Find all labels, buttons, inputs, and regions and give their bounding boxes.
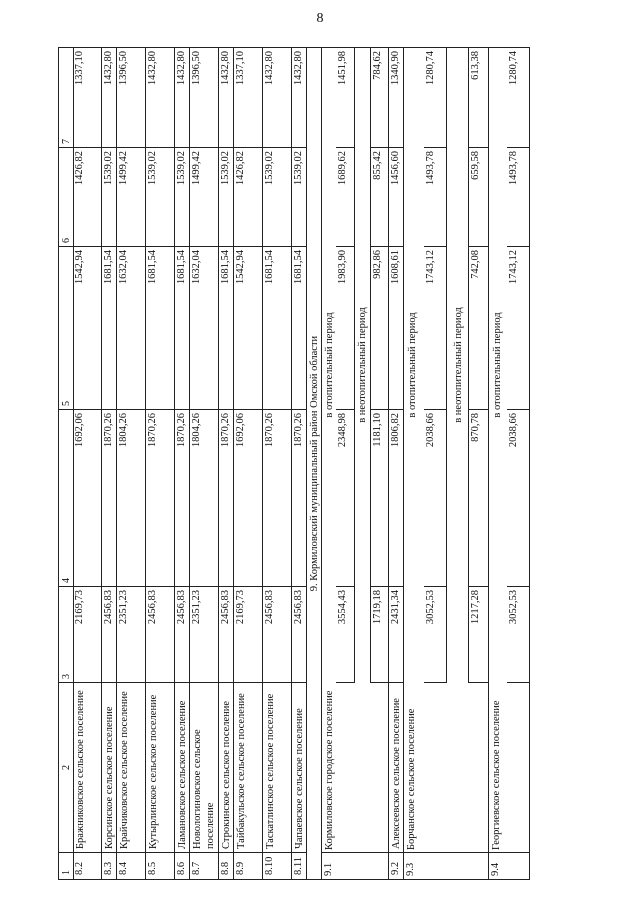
value-col-3: 2456,83 xyxy=(175,587,189,683)
row-group-9-4 xyxy=(489,47,529,880)
value-col-5: 1681,54 xyxy=(292,247,306,410)
table-row xyxy=(102,47,117,880)
value-col-7: 1432,80 xyxy=(102,47,116,148)
row-group-9-1 xyxy=(322,47,388,880)
value-col-4: 1870,26 xyxy=(292,410,306,587)
value-col-6: 1499,42 xyxy=(117,148,145,247)
table-row xyxy=(219,47,234,880)
value-col-5: 1743,12 xyxy=(424,247,446,410)
value-col-6: 1426,82 xyxy=(73,148,101,247)
header-col-7: 7 xyxy=(59,47,73,148)
value-col-6: 1539,02 xyxy=(146,148,174,247)
period-label-heating: в отопительный период xyxy=(407,312,418,418)
row-code: 9.2 xyxy=(389,853,403,880)
value-col-4: 1692,06 xyxy=(73,410,101,587)
value-col-3: 2431,34 xyxy=(389,587,403,683)
value-col-5: 1608,61 xyxy=(389,247,403,410)
period-label-nonheating: в неотопительный период xyxy=(357,307,368,423)
table-row xyxy=(336,47,354,683)
value-col-5: 1632,04 xyxy=(190,247,218,410)
value-col-7: 613,38 xyxy=(469,48,489,148)
period-label-heating: в отопительный период xyxy=(324,312,335,418)
value-col-5: 1632,04 xyxy=(117,247,145,410)
table-row xyxy=(424,47,446,683)
value-col-3: 3554,43 xyxy=(336,587,354,683)
row-code: 9.1 xyxy=(323,862,334,876)
row-name: Георгиевское сельское поселение xyxy=(491,700,502,850)
row-code: 8.11 xyxy=(292,853,306,880)
row-code: 8.8 xyxy=(219,853,233,880)
row-code: 8.4 xyxy=(117,853,145,880)
row-code: 8.9 xyxy=(234,853,262,880)
value-col-6: 1426,82 xyxy=(234,148,262,247)
value-col-3: 2456,83 xyxy=(292,587,306,683)
value-col-6: 1539,02 xyxy=(219,148,233,247)
table-row xyxy=(263,47,292,880)
value-col-7: 784,62 xyxy=(371,48,389,148)
value-col-5: 1743,12 xyxy=(507,247,529,410)
value-col-6: 1456,60 xyxy=(389,148,403,247)
value-col-6: 1539,02 xyxy=(102,148,116,247)
value-col-5: 1681,54 xyxy=(263,247,291,410)
value-col-4: 2038,66 xyxy=(424,410,446,587)
value-col-7: 1280,74 xyxy=(507,48,529,148)
table-row xyxy=(175,47,190,880)
value-col-4: 2348,98 xyxy=(336,410,354,587)
value-col-6: 855,42 xyxy=(371,148,389,247)
row-name: Крайчиковское сельское поселение xyxy=(117,683,145,853)
value-col-5: 1983,90 xyxy=(336,247,354,410)
row-name: Строкинское сельское поселение xyxy=(219,683,233,853)
row-code: 9.4 xyxy=(490,862,501,876)
value-col-6: 1539,02 xyxy=(263,148,291,247)
value-col-4: 1870,26 xyxy=(102,410,116,587)
value-col-5: 1542,94 xyxy=(234,247,262,410)
header-col-6: 6 xyxy=(59,148,73,247)
value-col-3: 3052,53 xyxy=(424,587,446,683)
value-col-6: 1493,78 xyxy=(507,148,529,247)
value-col-5: 1681,54 xyxy=(146,247,174,410)
header-col-5: 5 xyxy=(59,247,73,410)
value-col-6: 1539,02 xyxy=(292,148,306,247)
row-code: 8.2 xyxy=(73,853,101,880)
row-code: 8.7 xyxy=(190,853,218,880)
table-row xyxy=(73,47,102,880)
page-number: 8 xyxy=(316,11,324,26)
value-col-3: 1719,18 xyxy=(371,587,389,683)
value-col-4: 1692,06 xyxy=(234,410,262,587)
value-col-3: 2169,73 xyxy=(234,587,262,683)
row-name: Кутырлинское сельское поселение xyxy=(146,683,174,853)
value-col-5: 1681,54 xyxy=(219,247,233,410)
table-row xyxy=(292,47,307,880)
value-col-6: 1689,62 xyxy=(336,148,354,247)
value-col-4: 2038,66 xyxy=(507,410,529,587)
value-col-7: 1280,74 xyxy=(424,48,446,148)
header-col-3: 3 xyxy=(59,587,73,683)
value-col-7: 1337,10 xyxy=(73,47,101,148)
value-col-3: 2456,83 xyxy=(102,587,116,683)
table-header-row xyxy=(58,47,74,880)
value-col-7: 1451,98 xyxy=(336,48,354,148)
table-row xyxy=(389,47,404,880)
value-col-5: 1681,54 xyxy=(102,247,116,410)
header-col-4: 4 xyxy=(59,410,73,587)
value-col-5: 982,86 xyxy=(371,247,389,410)
value-col-4: 1181,10 xyxy=(371,410,389,587)
row-code: 9.3 xyxy=(405,862,416,876)
value-col-6: 1539,02 xyxy=(175,148,189,247)
header-col-1: 1 xyxy=(59,853,73,880)
row-group-9-3 xyxy=(404,47,488,880)
period-label-nonheating: в неотопительный период xyxy=(453,307,464,423)
rotated-table xyxy=(58,47,361,880)
value-col-3: 2456,83 xyxy=(146,587,174,683)
value-col-6: 659,58 xyxy=(469,148,489,247)
table-row xyxy=(468,47,489,683)
row-name: Бражниковское сельское поселение xyxy=(73,683,101,853)
row-code: 8.5 xyxy=(146,853,174,880)
value-col-3: 1217,28 xyxy=(469,587,489,683)
table-row xyxy=(370,47,389,683)
row-name: Чапаевское сельское поселение xyxy=(292,683,306,853)
value-col-7: 1340,90 xyxy=(389,47,403,148)
value-col-7: 1432,80 xyxy=(175,47,189,148)
table-row xyxy=(146,47,175,880)
value-col-4: 1806,82 xyxy=(389,410,403,587)
value-col-4: 1804,26 xyxy=(117,410,145,587)
value-col-3: 2351,23 xyxy=(117,587,145,683)
table-row xyxy=(234,47,263,880)
value-col-6: 1499,42 xyxy=(190,148,218,247)
value-col-3: 2456,83 xyxy=(219,587,233,683)
value-col-4: 1870,26 xyxy=(146,410,174,587)
value-col-7: 1337,10 xyxy=(234,47,262,148)
value-col-5: 742,08 xyxy=(469,247,489,410)
value-col-7: 1396,50 xyxy=(117,47,145,148)
row-name: Борчанское сельское поселение xyxy=(406,708,417,850)
value-col-4: 1804,26 xyxy=(190,410,218,587)
row-name: Кормиловское городское поселение xyxy=(324,690,335,850)
value-col-6: 1493,78 xyxy=(424,148,446,247)
rotated-table-group-9 xyxy=(322,47,612,880)
table-row xyxy=(190,47,219,880)
section-title-row xyxy=(307,47,322,880)
value-col-7: 1432,80 xyxy=(146,47,174,148)
value-col-7: 1432,80 xyxy=(292,47,306,148)
value-col-5: 1542,94 xyxy=(73,247,101,410)
table-row xyxy=(117,47,146,880)
value-col-7: 1432,80 xyxy=(263,47,291,148)
row-name: Таскатлинское сельское поселение xyxy=(263,683,291,853)
value-col-4: 1870,26 xyxy=(263,410,291,587)
row-code: 8.10 xyxy=(263,853,291,880)
value-col-4: 1870,26 xyxy=(219,410,233,587)
value-col-3: 2169,73 xyxy=(73,587,101,683)
value-col-7: 1432,80 xyxy=(219,47,233,148)
period-label-heating: в отопительный период xyxy=(492,312,503,418)
section-title: 9. Кормиловский муниципальный район Омской области xyxy=(307,47,321,880)
row-name: Ламановское сельское поселение xyxy=(175,683,189,853)
row-code: 8.3 xyxy=(102,853,116,880)
value-col-3: 2351,23 xyxy=(190,587,218,683)
row-code: 8.6 xyxy=(175,853,189,880)
row-name: Новологиновское сельское поселение xyxy=(190,683,218,853)
row-name: Алексеевское сельское поселение xyxy=(389,683,403,853)
value-col-4: 870,78 xyxy=(469,410,489,587)
row-name: Тайбакульское сельское поселение xyxy=(234,683,262,853)
table-row xyxy=(507,47,529,683)
value-col-7: 1396,50 xyxy=(190,47,218,148)
row-name: Корсинское сельское поселение xyxy=(102,683,116,853)
header-col-2: 2 xyxy=(59,683,73,853)
value-col-3: 2456,83 xyxy=(263,587,291,683)
value-col-3: 3052,53 xyxy=(507,587,529,683)
value-col-5: 1681,54 xyxy=(175,247,189,410)
value-col-4: 1870,26 xyxy=(175,410,189,587)
